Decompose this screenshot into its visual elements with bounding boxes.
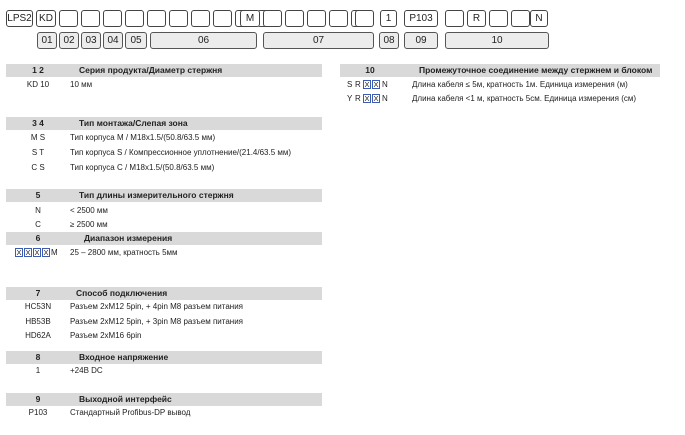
code-box: [191, 10, 210, 27]
placeholder-square: X: [364, 94, 370, 103]
segment-03: 03: [81, 32, 101, 49]
code-box: [489, 10, 508, 27]
section-title: Способ подключения: [76, 288, 168, 298]
code-box-lps2: LPS2: [6, 10, 33, 27]
section-header-8: [6, 351, 322, 364]
placeholder-square: X: [16, 248, 22, 257]
option-description: < 2500 мм: [70, 206, 108, 215]
code-box: [169, 10, 188, 27]
option-description: 10 мм: [70, 80, 93, 89]
option-description: 25 – 2800 мм, кратность 5мм: [70, 248, 178, 257]
option-description: +24В DC: [70, 366, 103, 375]
segment-09: 09: [404, 32, 438, 49]
section-header-10: [340, 64, 660, 77]
placeholder-square: X: [373, 94, 379, 103]
option-description: ≥ 2500 мм: [70, 220, 108, 229]
option-code: 1: [35, 366, 41, 375]
code-box: [81, 10, 100, 27]
option-description: Разъем 2xM16 6pin: [70, 331, 142, 340]
code-box-p103: P103: [404, 10, 438, 27]
section-code: 6: [35, 233, 41, 243]
section-code: 10: [365, 65, 375, 75]
option-description: Длина кабеля <1 м, кратность 5см. Единица измерения (см): [412, 94, 637, 103]
section-code: 7: [35, 288, 41, 298]
placeholder-square: X: [43, 248, 49, 257]
segment-02: 02: [59, 32, 79, 49]
option-code: C: [35, 220, 41, 229]
code-box: [147, 10, 166, 27]
option-code: S T: [31, 148, 45, 157]
section-header-34: [6, 117, 322, 130]
code-box: [263, 10, 282, 27]
section-code: 8: [35, 352, 41, 362]
code-box: [355, 10, 374, 27]
pattern-prefix: R: [355, 94, 361, 103]
option-description: Длина кабеля ≤ 5м, кратность 1м. Единица измерения (м): [412, 80, 628, 89]
option-description: Разъем 2xM12 5pin, + 3pin M8 разъем питания: [70, 317, 243, 326]
option-description: Тип корпуса S / Компрессионное уплотнение/(21.4/63.5 мм): [70, 148, 292, 157]
placeholder-square: X: [25, 248, 31, 257]
placeholder-square: X: [373, 80, 379, 89]
option-code: M S: [30, 133, 46, 142]
option-description: Тип корпуса M / M18x1.5/(50.8/63.5 мм): [70, 133, 216, 142]
option-code: HB53B: [25, 317, 51, 326]
section-title: Тип длины измерительного стержня: [79, 190, 234, 200]
section-header-12: [6, 64, 322, 77]
segment-01: 01: [37, 32, 57, 49]
section-title: Промежуточное соединение между стержнем и блоком: [419, 65, 653, 75]
section-header-9: [6, 393, 322, 406]
section-title: Серия продукта/Диаметр стержня: [79, 65, 223, 75]
pattern-prefix: Y: [347, 94, 353, 103]
option-code: N: [35, 206, 41, 215]
code-box: [445, 10, 464, 27]
option-description: Разъем 2xM12 5pin, + 4pin M8 разъем питания: [70, 302, 243, 311]
code-box: [59, 10, 78, 27]
code-box-kd: KD: [36, 10, 56, 27]
placeholder-square: X: [364, 80, 370, 89]
option-code: HC53N: [24, 302, 52, 311]
code-box: [103, 10, 122, 27]
segment-10: 10: [445, 32, 549, 49]
pattern-prefix: S: [347, 80, 353, 89]
placeholder-square: X: [34, 248, 40, 257]
code-box-1: 1: [380, 10, 397, 27]
segment-08: 08: [379, 32, 399, 49]
pattern-suffix: M: [51, 248, 58, 257]
option-description: Стандартный Profibus-DP вывод: [70, 408, 191, 417]
option-description: Тип корпуса C / M18x1.5/(50.8/63.5 мм): [70, 163, 215, 172]
segment-07: 07: [263, 32, 374, 49]
section-header-6: [6, 232, 322, 245]
code-box: [125, 10, 144, 27]
section-code: 1 2: [32, 65, 44, 75]
section-title: Выходной интерфейс: [79, 394, 172, 404]
section-title: Входное напряжение: [79, 352, 169, 362]
section-code: 3 4: [32, 118, 44, 128]
code-box: [285, 10, 304, 27]
pattern-prefix: R: [355, 80, 361, 89]
code-box-r: R: [467, 10, 486, 27]
option-code: HD62A: [25, 331, 51, 340]
section-header-5: [6, 189, 322, 202]
code-box-n: N: [530, 10, 548, 27]
section-title: Тип монтажа/Слепая зона: [79, 118, 188, 128]
option-code: P103: [28, 408, 48, 417]
segment-05: 05: [125, 32, 147, 49]
option-code: KD 10: [26, 80, 50, 89]
segment-06: 06: [150, 32, 257, 49]
code-box-m: M: [240, 10, 260, 27]
code-box: [213, 10, 232, 27]
section-header-7: [6, 287, 322, 300]
pattern-suffix: N: [382, 94, 388, 103]
option-code: C S: [31, 163, 45, 172]
section-code: 9: [35, 394, 41, 404]
section-title: Диапазон измерения: [84, 233, 173, 243]
segment-04: 04: [103, 32, 123, 49]
section-code: 5: [35, 190, 41, 200]
code-box: [511, 10, 530, 27]
pattern-suffix: N: [382, 80, 388, 89]
code-box: [329, 10, 348, 27]
code-box: [307, 10, 326, 27]
